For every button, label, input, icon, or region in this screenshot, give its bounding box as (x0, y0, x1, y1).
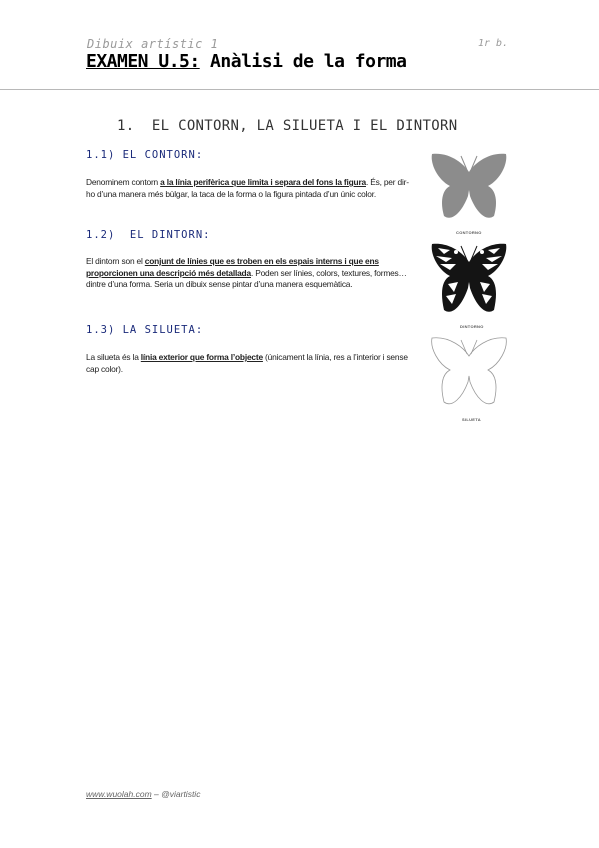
header-divider (0, 89, 599, 90)
contorn-text-after: . És, per dir-ho d’una manera més bùlgar, la taca de la forma o la figura pintada d’un únic color. (86, 177, 409, 199)
contorn-text-highlight: a la línia perifèrica que limita i separa del fons la figura (160, 177, 366, 187)
silueta-paragraph (86, 352, 410, 375)
dintorn-caption: DINTORNO (460, 324, 484, 329)
dintorn-butterfly-shape (432, 244, 507, 312)
footer (86, 789, 200, 799)
footer-separator: – (151, 789, 162, 799)
course-name: Dibuix artístic 1 (87, 37, 219, 51)
dintorn-heading: 1.2) EL DINTORN: (86, 229, 211, 241)
section-heading: 1. EL CONTORN, LA SILUETA I EL DINTORN (117, 118, 458, 134)
exam-title-lead: EXAMEN U.5: (86, 51, 200, 72)
course-level: 1r b. (478, 38, 509, 49)
contorn-butterfly-shape (432, 154, 507, 218)
contorn-caption: CONTORNO (456, 230, 482, 235)
contorn-text-before: Denominem contorn (86, 177, 161, 187)
silueta-caption: SILUETA (462, 417, 481, 422)
contorn-heading: 1.1) EL CONTORN: (86, 149, 204, 161)
silueta-text-before: La silueta és la (86, 352, 141, 362)
dintorn-paragraph (86, 256, 410, 291)
silueta-text-after: (únicament la línia, res a l’interior i sense cap color). (86, 352, 408, 374)
silueta-butterfly-outline (432, 338, 507, 404)
exam-title (86, 51, 406, 72)
dintorn-butterfly-image (428, 240, 510, 322)
contorn-butterfly-image (428, 150, 510, 228)
silueta-text-highlight: línia exterior que forma l’objecte (140, 352, 263, 362)
dintorn-text-highlight: conjunt de línies que es troben en els espais interns i que ens proporcionen una descripció més detallada (86, 256, 379, 278)
dintorn-text-before: El dintorn son el (86, 256, 145, 266)
silueta-antennae (461, 340, 477, 354)
contorn-paragraph (86, 177, 410, 200)
silueta-heading: 1.3) LA SILUETA: (86, 324, 204, 336)
footer-handle: @viartistic (161, 789, 201, 799)
silueta-butterfly-image (428, 334, 510, 414)
exam-title-rest: Anàlisi de la forma (199, 51, 407, 72)
footer-link[interactable]: www.wuolah.com (86, 789, 152, 799)
dintorn-text-after: . Poden ser línies, colors, textures, formes… dintre d’una forma. Seria un dibuix sense pintar d’una manera esquemàtica. (86, 267, 407, 289)
